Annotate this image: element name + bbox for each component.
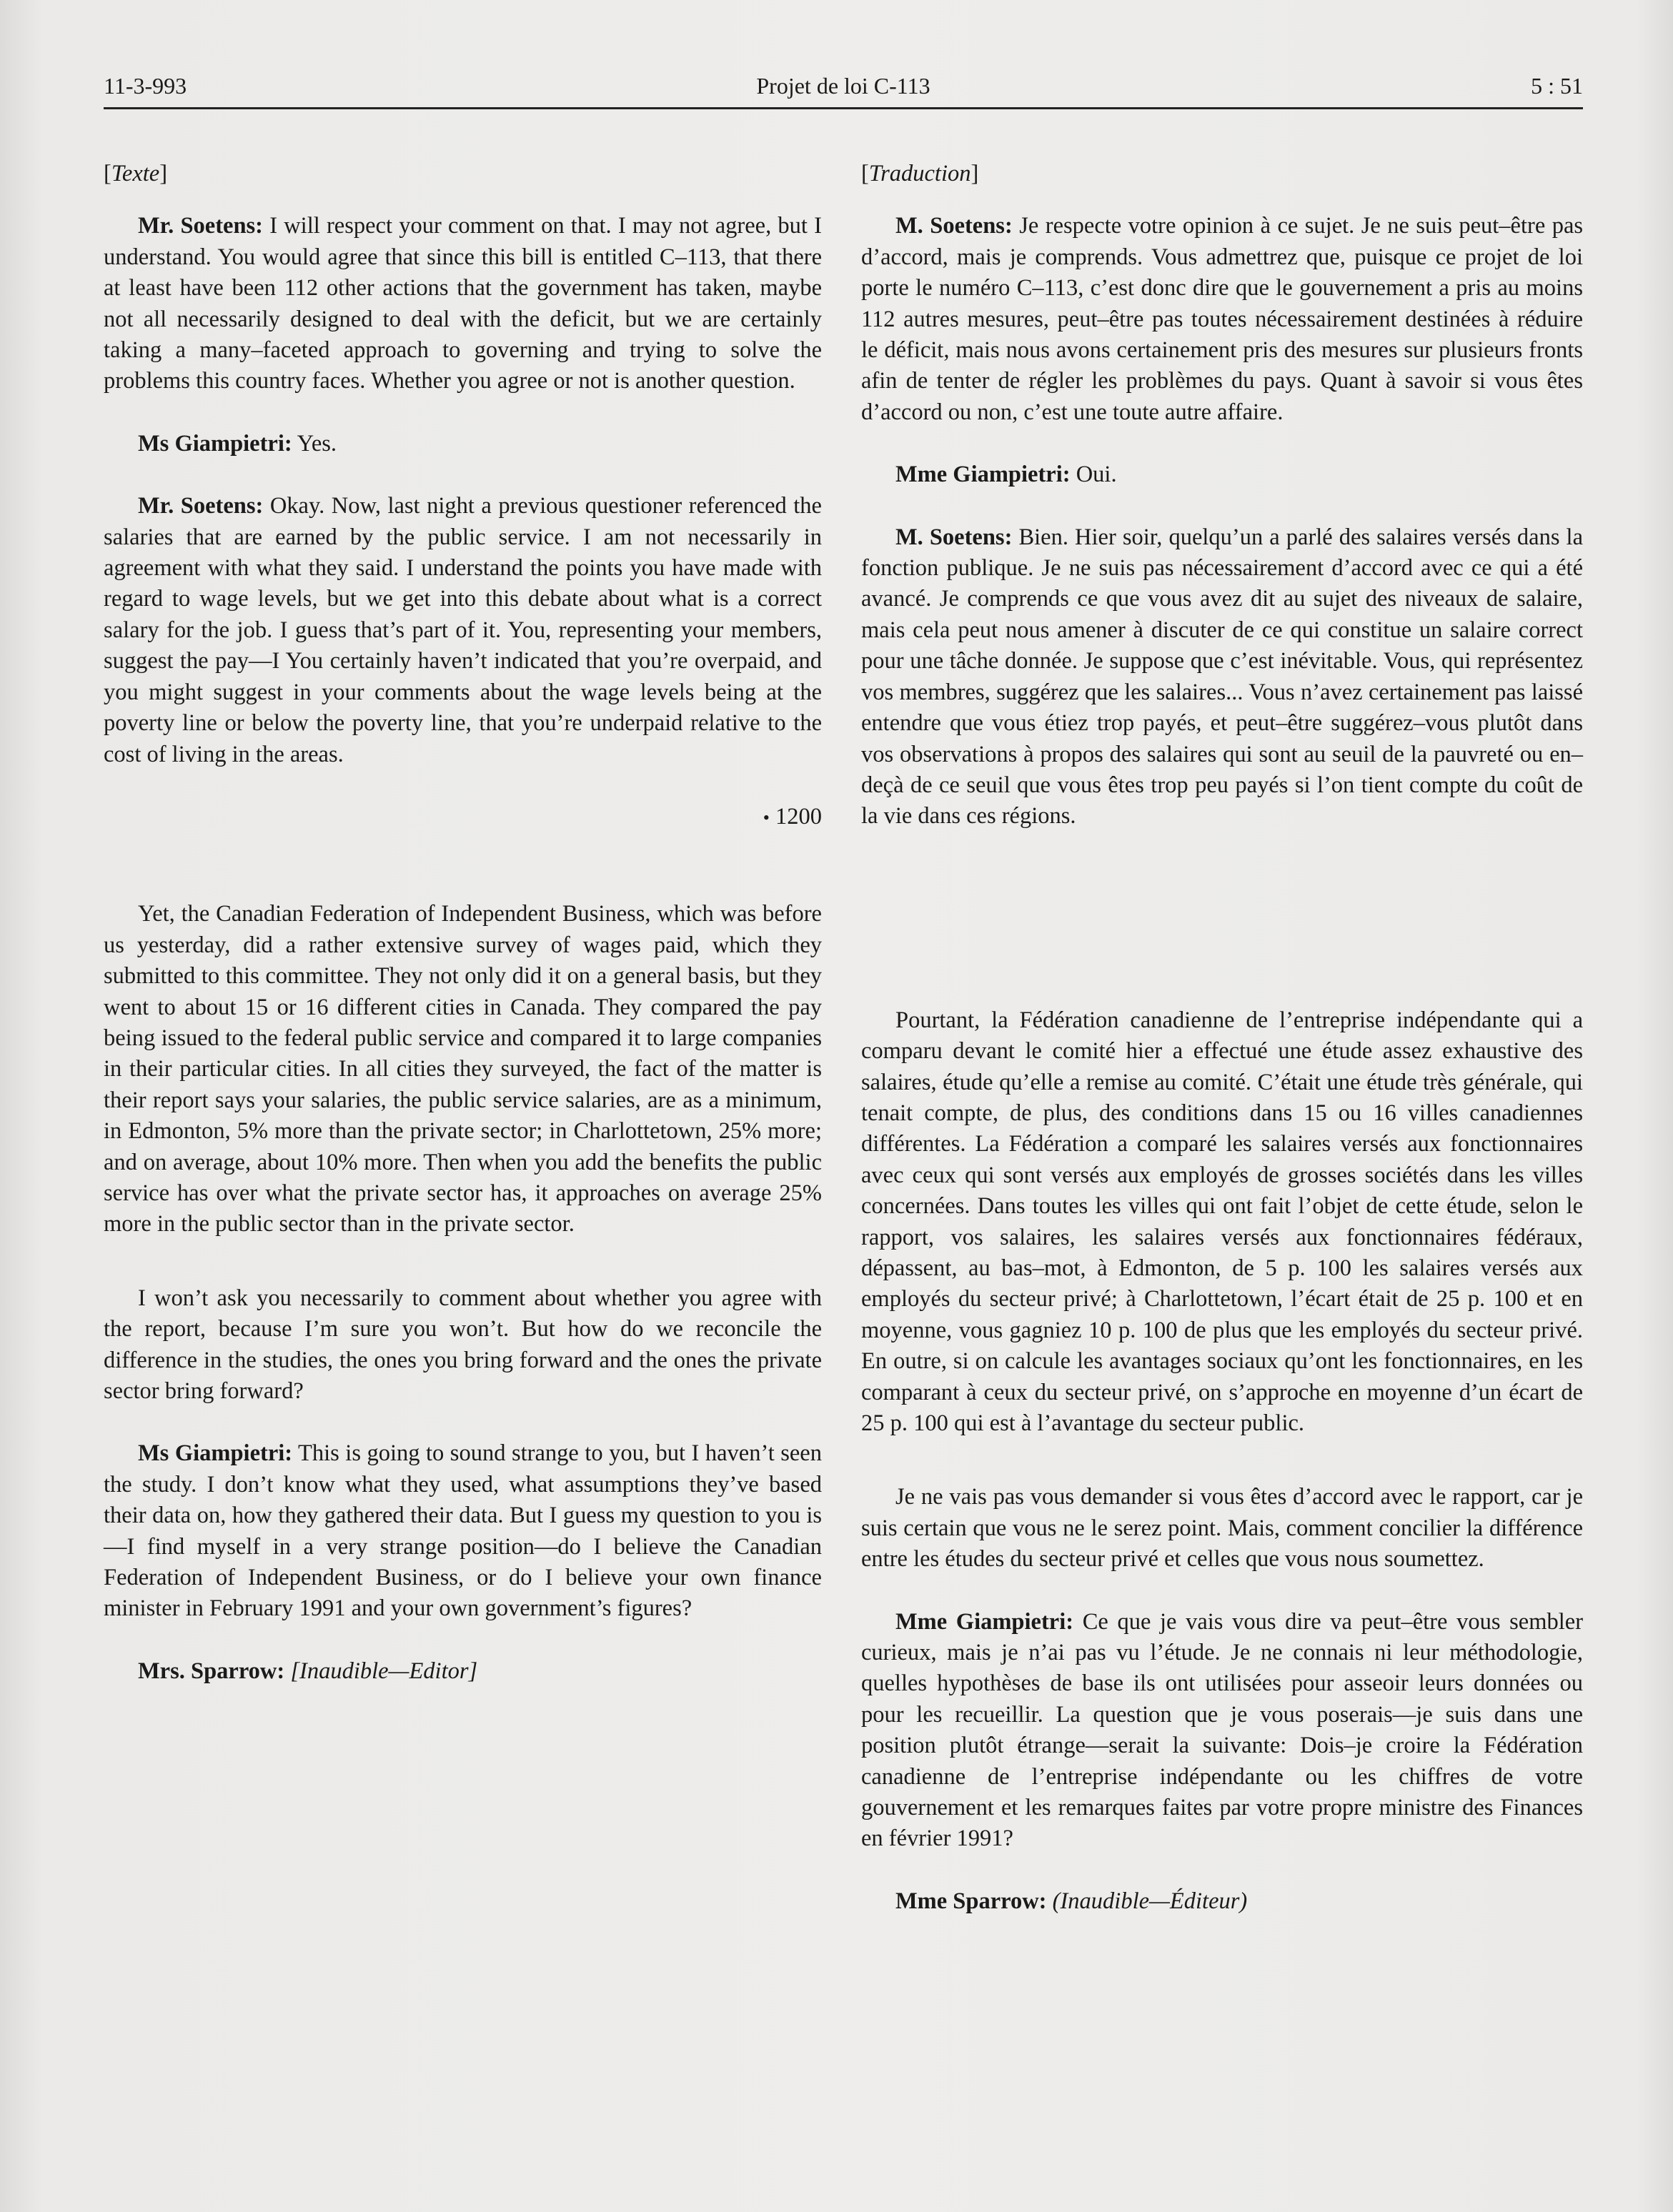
page-header [104,66,1583,109]
paragraph: I won’t ask you necessarily to comment about whether you agree with the report, because I’m sure you won’t. But how do we reconcile the difference in the studies, the ones you bring forward and the ones the private sector bring forward? [104,1285,822,1404]
header-page-number: 5 : 51 [1531,73,1583,99]
header-rule [104,107,1583,109]
column-tag: [Texte] [104,161,168,186]
french-column [861,159,1583,1917]
paragraph: Yet, the Canadian Federation of Independent Business, which was before us yesterday, did a rather extensive survey of wages paid, which they submitted to this committee. They not only did it on a general basis, but they went to about 15 or 16 different cities in Canada. They compared the pay being issued to the federal public service and compared it to large companies in their particular cities. In all cities they surveyed, the fact of the matter is their report says your salaries, the public service salaries, are as a minimum, in Edmonton, 5% more than the private sector; in Charlottetown, 25% more; and on average, about 10% more. Then when you add the benefits the public service has over what the private sector has, it approaches on average 25% more in the public sector than in the private sector. [104,901,822,1237]
paragraph: M. Soetens: Je respecte votre opinion à ce sujet. Je ne suis peut–être pas d’accord, mais je comprends. Vous admettrez que, puisque ce projet de loi porte le numéro C–113, c’est donc dire que le gouvernement a pris au moins 112 autres mesures, peut–être pas toutes nécessairement destinées à réduire le déficit, mais nous avons certainement pris des mesures sur plusieurs fronts afin de tenter de régler les problèmes du pays. Quant à savoir si vous êtes d’accord ou non, c’est une toute autre affaire. [861,213,1584,425]
paragraph: Mme Giampietri: Ce que je vais vous dire va peut–être vous sembler curieux, mais je n’ai pas vu l’étude. Je ne connais ni leur méthodologie, quelles hypothèses de base ils ont utilisées pour asseoir leurs données ou pour les recueillir. La question que je vous poserais—je suis dans une position plutôt étrange—serait la suivante: Dois–je croire la Fédération canadienne de l’entreprise indépendante ou les chiffres de votre gouvernement et les remarques faites par votre propre ministre des Finances en février 1991? [861,1608,1584,1852]
speaker-name: M. Soetens: [895,524,1013,550]
speaker-name: Mr. Soetens: [138,493,264,519]
paragraph: Ms Giampietri: This is going to sound strange to you, but I haven’t seen the study. I don’t know what they used, what assumptions they’ve based their data on, how they gathered their data. But I guess my question to you is—I find myself in a very strange position—do I believe the Canadian Federation of Independent Business, or do I believe your own finance minister in February 1991 and your own government’s figures? [104,1440,822,1622]
speaker-name: Mr. Soetens: [138,213,263,239]
paragraph: Pourtant, la Fédération canadienne de l’entreprise indépendante qui a comparu devant le comité hier a effectué une étude assez exhaustive des salaires, étude qu’elle a remise au comité. C’était une étude très générale, qui tenait compte, de plus, des conditions dans 15 ou 16 villes canadiennes différentes. La Fédération a comparé les salaires versés aux fonctionnaires avec ceux qui sont versés aux employés de grosses sociétés dans les villes concernées. Dans toutes les villes qui ont fait l’objet de cette étude, selon le rapport, vos salaires, les salaires versés aux fonctionnaires fédéraux, dépassent, au bas–mot, à Edmonton, de 5 p. 100 les salaires versés aux employés du secteur privé; à Charlottetown, l’écart était de 25 p. 100 et en moyenne, vous gagniez 10 p. 100 de plus que les employés du secteur privé. En outre, si on calcule les avantages sociaux qu’ont les fonctionnaires, en les comparant à ceux du secteur privé, on s’approche en moyenne d’un écart de 25 p. 100 qui est à l’avantage du secteur public. [861,1007,1583,1436]
speaker-name: M. Soetens: [895,213,1013,239]
paragraph: Mrs. Sparrow: [Inaudible—Editor] [138,1658,478,1684]
speaker-name: Mme Giampietri: [895,462,1071,488]
paragraph: Mr. Soetens: I will respect your comment on that. I may not agree, but I understand. You would agree that since this bill is entitled C–113, that there at least have been 112 other actions that the government has taken, maybe not all necessarily designed to deal with the deficit, but we are certainly taking a many–faceted approach to governing and trying to solve the problems this country faces. Whether you agree or not is another question. [104,213,822,394]
english-column [104,159,822,1687]
header-title: Projet de loi C-113 [756,73,930,99]
paragraph: Mme Sparrow: (Inaudible—Éditeur) [895,1888,1248,1914]
speaker-name: Mrs. Sparrow: [138,1658,285,1684]
column-tag: [Traduction] [861,161,979,186]
paragraph: Mr. Soetens: Okay. Now, last night a previous questioner referenced the salaries that are earned by the public service. I am not necessarily in agreement with what they said. I understand the points you have made with regard to wage levels, but we get into this debate about what is a correct salary for the job. I guess that’s part of it. You, representing your members, suggest the pay—I You certainly haven’t indicated that you’re overpaid, and you might suggest in your comments about the wage levels being at the poverty line or below the poverty line, that you’re underpaid relative to the cost of living in the areas. [104,493,822,767]
header-date: 11-3-993 [104,73,187,99]
speaker-name: Mme Giampietri: [895,1608,1074,1635]
paragraph: Ms Giampietri: Yes. [138,430,337,457]
speaker-name: Mme Sparrow: [895,1888,1047,1914]
time-marker: • 1200 [763,803,822,830]
paragraph: M. Soetens: Bien. Hier soir, quelqu’un a parlé des salaires versés dans la fonction publique. Je ne suis pas nécessairement d’accord avec ce qui a été avancé. Je comprends ce que vous avez dit au sujet des niveaux de salaire, mais cela peut nous amener à discuter de ce qui constitue un salaire correct pour une tâche donnée. Je suppose que c’est inévitable. Vous, qui représentez vos membres, suggérez que les salaires... Vous n’avez certainement pas laissé entendre que vous étiez trop payés, et peut–être suggérez–vous plutôt dans vos observations à propos des salaires qui sont au seuil de la pauvreté ou en–deçà de ce seuil que vous êtes trop peu payés si l’on tient compte du coût de la vie dans ces régions. [861,524,1584,830]
speaker-name: Ms Giampietri: [138,1440,293,1467]
speaker-name: Ms Giampietri: [138,430,292,457]
paragraph: Je ne vais pas vous demander si vous êtes d’accord avec le rapport, car je suis certain que vous ne le serez point. Mais, comment concilier la différence entre les études du secteur privé et celles que vous nous soumettez. [861,1484,1583,1573]
paragraph: Mme Giampietri: Oui. [895,462,1117,488]
